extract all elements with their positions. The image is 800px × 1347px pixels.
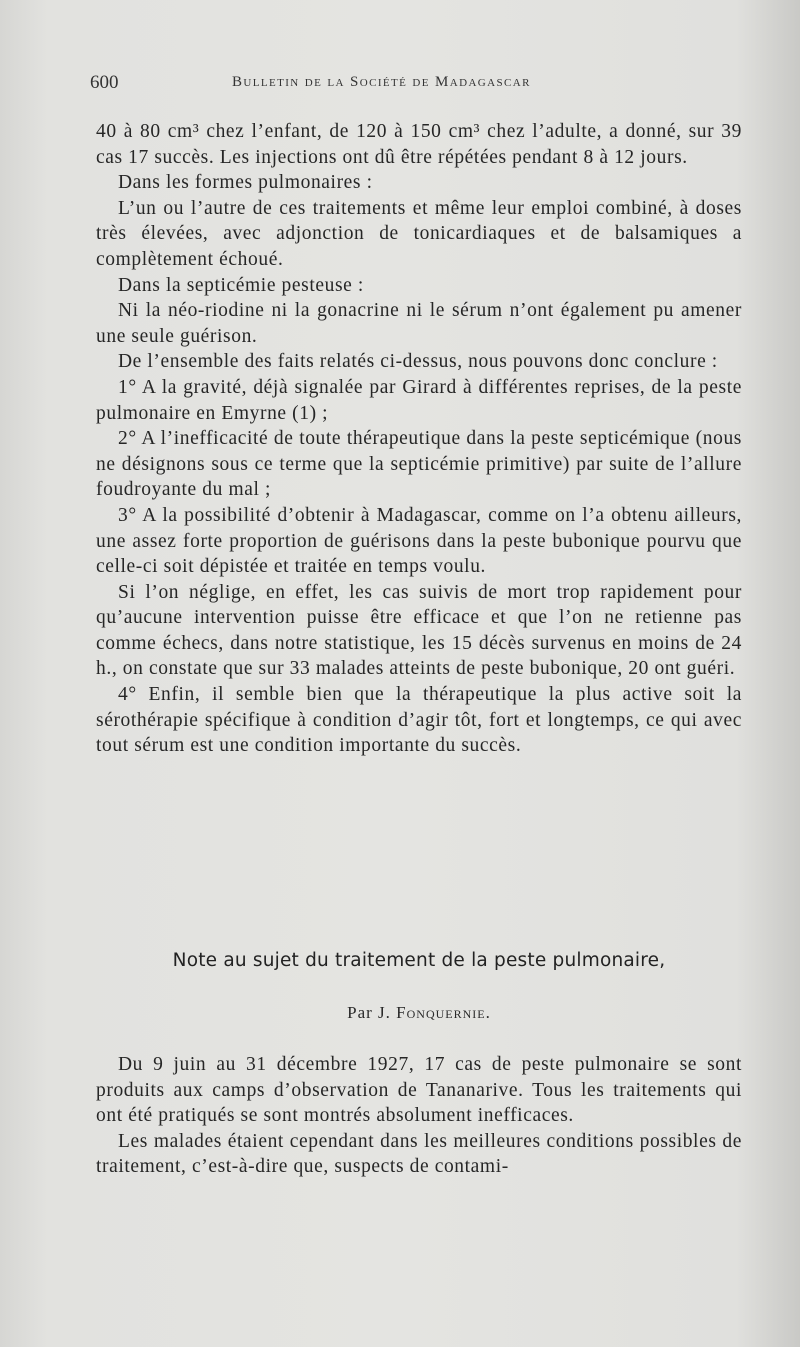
paragraph: 2° A l’inefficacité de toute thérapeutique dans la peste septicémique (nous ne désignons sous ce terme que la septicémie primitive) par suite de l’allure foudroyante du mal ; — [96, 428, 742, 501]
page-header — [90, 72, 740, 96]
article-title: Note au sujet du traitement de la peste pulmonaire, — [172, 950, 666, 971]
paragraph: Dans la septicémie pesteuse : — [118, 274, 364, 296]
paragraph: Du 9 juin au 31 décembre 1927, 17 cas de peste pulmonaire se sont produits aux camps d’observation de Tananarive. Tous les traitements qui ont été pratiqués se sont montrés absolument inefficaces. — [96, 1054, 742, 1127]
paragraph: Ni la néo-riodine ni la gonacrine ni le sérum n’ont également pu amener une seule guérison. — [96, 300, 742, 347]
paragraph: 4° Enfin, il semble bien que la thérapeutique la plus active soit la sérothérapie spécifique à condition d’agir tôt, fort et longtemps, ce qui avec tout sérum est une condition importante du succès. — [96, 684, 742, 757]
paragraph: Dans les formes pulmonaires : — [118, 172, 373, 194]
paragraph: Si l’on néglige, en effet, les cas suivis de mort trop rapidement pour qu’aucune intervention puisse être efficace et que l’on ne retienne pas comme échecs, dans notre statistique, les 15 décès survenus en moins de 24 h., on constate que sur 33 malades atteints de peste bubonique, 20 ont guéri. — [96, 581, 742, 680]
author-prefix: Par J. — [347, 1003, 391, 1022]
page-number: 600 — [90, 72, 119, 93]
body-text — [96, 119, 742, 759]
paragraph: L’un ou l’autre de ces traitements et même leur emploi combiné, à doses très élevées, avec adjonction de tonicardiaques et de balsamiques a complètement échoué. — [96, 197, 742, 270]
paragraph: Les malades étaient cependant dans les meilleures conditions possibles de traitement, c’est-à-dire que, suspects de contami- — [96, 1130, 742, 1178]
paragraph: 3° A la possibilité d’obtenir à Madagascar, comme on l’a obtenu ailleurs, une assez forte proportion de guérisons dans la peste bubonique pourvu que celle-ci soit dépistée et traitée en temps voulu. — [96, 504, 742, 578]
paragraph: 40 à 80 cm³ chez l’enfant, de 120 à 150 cm³ chez l’adulte, a donné, sur 39 cas 17 succès. Les injections ont dû être répétées pendant 8 à 12 jours. — [96, 121, 742, 168]
author-name: Fonquernie. — [396, 1003, 491, 1022]
article-author — [96, 1003, 742, 1023]
running-head: Bulletin de la Société de Madagascar — [232, 74, 531, 90]
article-body — [96, 1052, 742, 1180]
paragraph: 1° A la gravité, déjà signalée par Girard à différentes reprises, de la peste pulmonaire en Emyrne (1) ; — [96, 376, 742, 424]
paragraph: De l’ensemble des faits relatés ci-dessus, nous pouvons donc conclure : — [118, 351, 718, 373]
